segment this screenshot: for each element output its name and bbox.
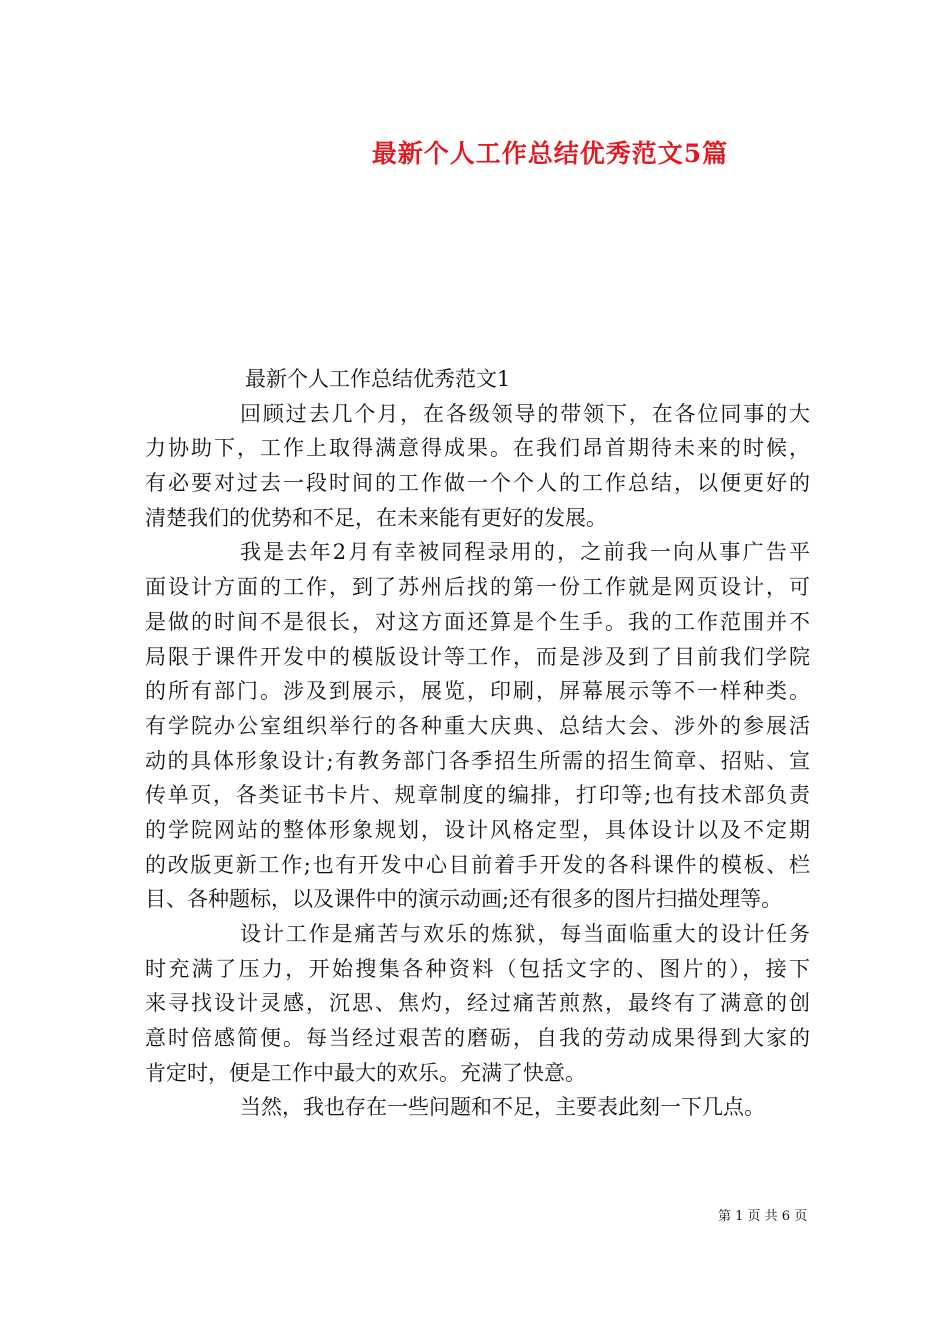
paragraph-2	[145, 535, 810, 917]
text-line: 动的具体形象设计;有教务部门各季招生所需的招生简章、招贴、宣	[145, 748, 810, 773]
text-line: 来寻找设计灵感，沉思、焦灼，经过痛苦煎熬，最终有了满意的创	[145, 991, 810, 1016]
text-line: 当然，我也存在一些问题和不足，主要表此刻一下几点。	[240, 1095, 765, 1120]
text-line: 有学院办公室组织举行的各种重大庆典、总结大会、涉外的参展活	[145, 713, 810, 738]
text-line: 清楚我们的优势和不足，在未来能有更好的发展。	[145, 505, 607, 530]
text-line: 局限于课件开发中的模版设计等工作，而是涉及到了目前我们学院	[145, 644, 810, 669]
text-line: 我是去年2月有幸被同程录用的，之前我一向从事广告平	[240, 540, 810, 565]
text-line: 的学院网站的整体形象规划，设计风格定型，具体设计以及不定期	[145, 817, 810, 842]
text-line: 肯定时，便是工作中最大的欢乐。充满了快意。	[145, 1060, 586, 1085]
text-line: 回顾过去几个月，在各级领导的带领下，在各位同事的大	[240, 401, 810, 426]
text-line: 有必要对过去一段时间的工作做一个个人的工作总结，以便更好的	[145, 471, 810, 496]
text-line: 设计工作是痛苦与欢乐的炼狱，每当面临重大的设计任务	[240, 922, 810, 946]
document-title: 最新个人工作总结优秀范文5篇	[371, 139, 729, 168]
text-line: 意时倍感简便。每当经过艰苦的磨砺，自我的劳动成果得到大家的	[145, 1026, 810, 1051]
text-line: 是做的时间不是很长，对这方面还算是个生手。我的工作范围并不	[145, 609, 810, 634]
text-line: 面设计方面的工作，到了苏州后找的第一份工作就是网页设计，可	[145, 575, 810, 600]
text-line: 目、各种题标，以及课件中的演示动画;还有很多的图片扫描处理等。	[145, 887, 783, 912]
page-footer: 第 1 页 共 6 页	[718, 1209, 808, 1224]
paragraph-3	[145, 917, 810, 1090]
text-line: 的改版更新工作;也有开发中心目前着手开发的各科课件的模板、栏	[145, 852, 810, 877]
text-line: 力协助下，工作上取得满意得成果。在我们昂首期待未来的时候，	[145, 436, 810, 461]
text-line: 的所有部门。涉及到展示，展览，印刷，屏幕展示等不一样种类。	[145, 679, 810, 704]
text-line: 传单页，各类证书卡片、规章制度的编排，打印等;也有技术部负责	[145, 783, 810, 808]
section-heading: 最新个人工作总结优秀范文1	[245, 367, 511, 391]
paragraph-4	[145, 1090, 810, 1125]
document-body	[145, 362, 810, 1125]
text-line: 时充满了压力，开始搜集各种资料（包括文字的、图片的），接下	[145, 956, 810, 981]
paragraph-1	[145, 397, 810, 536]
